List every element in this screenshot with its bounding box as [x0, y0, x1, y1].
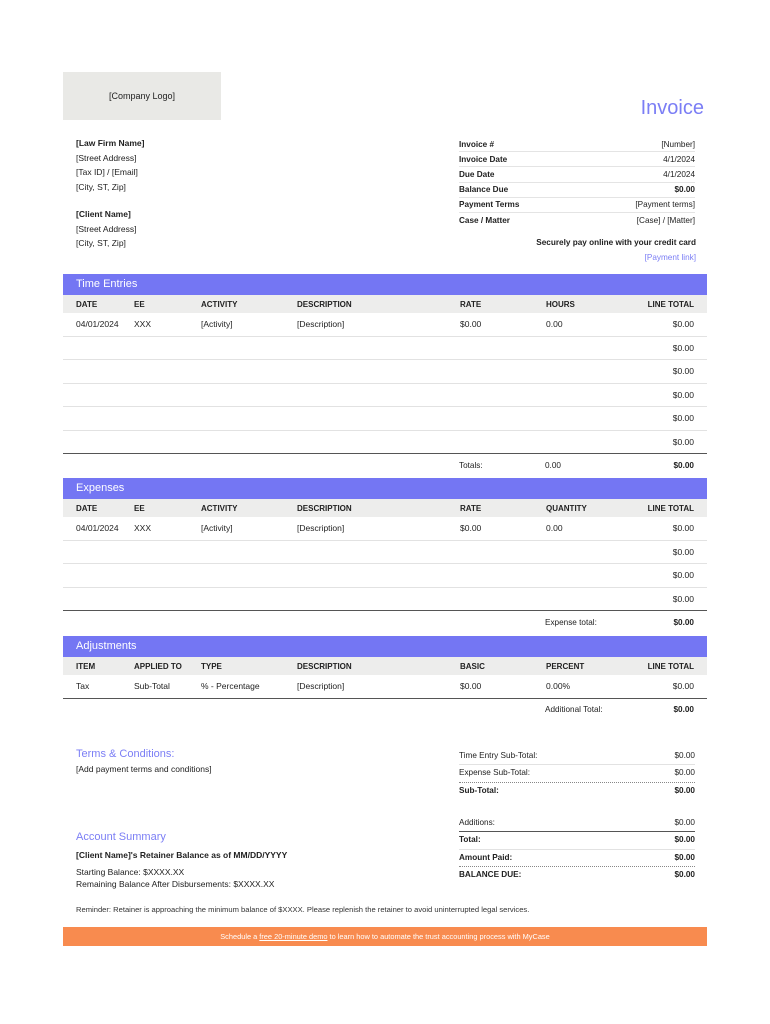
- table-row: [63, 313, 707, 337]
- meta-value: [Payment terms]: [635, 200, 695, 210]
- terms-text: [Add payment terms and conditions]: [76, 764, 212, 774]
- additional-total-amount: $0.00: [673, 705, 694, 714]
- subtotal-summary: [459, 748, 695, 799]
- col-activity: ACTIVITY: [201, 503, 238, 513]
- payment-text: Securely pay online with your credit card: [536, 238, 696, 247]
- summary-label: Sub-Total:: [459, 785, 499, 795]
- cell-6: 0.00%: [546, 681, 571, 692]
- cell-3: [Activity]: [201, 523, 233, 534]
- time-entry-subtotal-row: [459, 748, 695, 765]
- balance-summary: [459, 815, 695, 884]
- table-row: [63, 675, 707, 699]
- col-description: DESCRIPTION: [297, 661, 352, 671]
- cell-2: Sub-Total: [134, 681, 170, 692]
- subtotal-row: [459, 783, 695, 799]
- meta-row-payment-terms: [459, 198, 695, 213]
- table-row: [63, 407, 707, 431]
- terms-title: Terms & Conditions:: [76, 748, 175, 760]
- cell-2: XXX: [134, 319, 152, 330]
- firm-tax-email: [Tax ID] / [Email]: [76, 167, 138, 177]
- cell-5: $0.00: [460, 523, 482, 534]
- col-percent: PERCENT: [546, 661, 585, 671]
- summary-label: BALANCE DUE:: [459, 870, 522, 880]
- cell-7: $0.00: [672, 319, 694, 330]
- firm-city: [City, ST, Zip]: [76, 181, 126, 192]
- footer-banner: [63, 927, 707, 946]
- cell-7: $0.00: [672, 436, 694, 447]
- summary-value: $0.00: [674, 768, 695, 778]
- meta-label: Invoice #: [459, 139, 495, 149]
- summary-label: Additions:: [459, 818, 495, 827]
- summary-value: $0.00: [674, 852, 695, 862]
- totals-hours: 0.00: [545, 460, 561, 470]
- expenses-title: Expenses: [63, 478, 707, 499]
- cell-7: $0.00: [672, 681, 694, 692]
- col-description: DESCRIPTION: [297, 503, 352, 513]
- footer-text-pre: Schedule a: [220, 932, 260, 941]
- client-street: [Street Address]: [76, 223, 137, 234]
- totals-amount: $0.00: [673, 460, 694, 470]
- col-basic: BASIC: [460, 661, 485, 671]
- cell-4: [Description]: [297, 523, 345, 534]
- demo-link[interactable]: free 20-minute demo: [259, 932, 328, 941]
- meta-value: [Number]: [661, 139, 695, 149]
- time-entries-section: [63, 274, 707, 476]
- firm-name: [Law Firm Name]: [76, 138, 145, 148]
- meta-row-balance-due: [459, 183, 695, 198]
- meta-label: Balance Due: [459, 185, 509, 195]
- col-line-total: LINE TOTAL: [647, 661, 694, 671]
- starting-balance: Starting Balance: $XXXX.XX: [76, 867, 185, 877]
- client-address: [76, 207, 136, 251]
- expenses-header: [63, 499, 707, 517]
- logo-text: [Company Logo]: [108, 91, 176, 101]
- totals-label: Totals:: [459, 460, 483, 470]
- table-row: [63, 337, 707, 361]
- col-date: DATE: [76, 503, 98, 513]
- adjustments-section: [63, 636, 707, 721]
- table-row: [63, 517, 707, 541]
- balance-due-row: [459, 867, 695, 883]
- cell-7: $0.00: [672, 342, 694, 353]
- meta-row-case-matter: [459, 213, 695, 227]
- cell-7: $0.00: [672, 523, 694, 534]
- firm-street: [Street Address]: [76, 152, 137, 163]
- col-type: TYPE: [201, 661, 222, 671]
- retainer-balance-line: [Client Name]'s Retainer Balance as of MM/DD/YYYY: [76, 850, 288, 860]
- cell-7: $0.00: [672, 593, 694, 604]
- time-entries-header: [63, 295, 707, 313]
- cell-6: 0.00: [546, 523, 563, 534]
- cell-7: $0.00: [672, 546, 694, 557]
- invoice-meta: [459, 137, 695, 227]
- table-row: [63, 360, 707, 384]
- meta-label: Payment Terms: [459, 200, 520, 210]
- meta-row-due-date: [459, 167, 695, 182]
- col-line-total: LINE TOTAL: [647, 299, 694, 309]
- additions-row: [459, 815, 695, 832]
- col-applied-to: APPLIED TO: [134, 661, 182, 671]
- expense-total-label: Expense total:: [545, 617, 597, 627]
- remaining-balance: Remaining Balance After Disbursements: $XXXX.XX: [76, 879, 275, 889]
- col-ee: EE: [134, 299, 145, 309]
- table-row: [63, 384, 707, 408]
- time-entries-title: Time Entries: [63, 274, 707, 295]
- summary-value: $0.00: [674, 751, 695, 760]
- cell-5: $0.00: [460, 319, 482, 330]
- client-name: [Client Name]: [76, 209, 131, 219]
- expense-subtotal-row: [459, 765, 695, 782]
- col-ee: EE: [134, 503, 145, 513]
- time-entries-totals: [63, 454, 707, 476]
- cell-5: $0.00: [460, 681, 482, 692]
- col-activity: ACTIVITY: [201, 299, 238, 309]
- total-row: [459, 832, 695, 849]
- col-rate: RATE: [460, 503, 482, 513]
- retainer-reminder: Reminder: Retainer is approaching the minimum balance of $XXXX. Please replenish the retainer to avoid uninterrupted legal services.: [76, 905, 530, 914]
- adjustments-header: [63, 657, 707, 675]
- account-summary-title: Account Summary: [76, 831, 166, 843]
- cell-7: $0.00: [672, 389, 694, 400]
- cell-2: XXX: [134, 523, 152, 534]
- cell-3: [Activity]: [201, 319, 233, 330]
- table-row: [63, 588, 707, 612]
- cell-7: $0.00: [672, 366, 694, 377]
- invoice-title: Invoice: [640, 97, 704, 119]
- meta-value: [Case] / [Matter]: [636, 215, 695, 225]
- summary-label: Amount Paid:: [459, 852, 513, 862]
- col-quantity: QUANTITY: [546, 503, 587, 513]
- meta-value: 4/1/2024: [663, 154, 695, 164]
- col-description: DESCRIPTION: [297, 299, 352, 309]
- company-logo-placeholder: [63, 72, 221, 120]
- table-row: [63, 564, 707, 588]
- col-rate: RATE: [460, 299, 482, 309]
- footer-text-post: to learn how to automate the trust accounting process with MyCase: [327, 932, 550, 941]
- meta-label: Case / Matter: [459, 215, 510, 225]
- meta-label: Due Date: [459, 169, 495, 179]
- meta-label: Invoice Date: [459, 154, 508, 164]
- summary-label: Total:: [459, 835, 481, 845]
- payment-block: [536, 235, 696, 265]
- summary-value: $0.00: [674, 835, 695, 845]
- additional-total-label: Additional Total:: [545, 705, 603, 714]
- summary-value: $0.00: [674, 785, 695, 795]
- meta-value: 4/1/2024: [663, 169, 695, 179]
- col-item: ITEM: [76, 661, 96, 671]
- cell-7: $0.00: [672, 570, 694, 581]
- client-city: [City, ST, Zip]: [76, 238, 126, 248]
- payment-link[interactable]: [Payment link]: [644, 253, 696, 262]
- cell-6: 0.00: [546, 319, 563, 330]
- adjustments-title: Adjustments: [63, 636, 707, 657]
- cell-4: [Description]: [297, 319, 345, 330]
- cell-4: [Description]: [297, 681, 345, 692]
- summary-label: Time Entry Sub-Total:: [459, 751, 538, 760]
- col-line-total: LINE TOTAL: [647, 503, 694, 513]
- table-row: [63, 541, 707, 565]
- col-date: DATE: [76, 299, 98, 309]
- cell-1: 04/01/2024: [76, 319, 119, 330]
- cell-1: 04/01/2024: [76, 523, 119, 534]
- meta-value: $0.00: [674, 185, 695, 195]
- summary-label: Expense Sub-Total:: [459, 768, 530, 778]
- table-row: [63, 431, 707, 455]
- meta-row-invoice-number: [459, 137, 695, 152]
- amount-paid-row: [459, 850, 695, 867]
- summary-value: $0.00: [674, 818, 695, 827]
- cell-7: $0.00: [672, 413, 694, 424]
- cell-1: Tax: [76, 681, 90, 692]
- expenses-section: [63, 478, 707, 633]
- meta-row-invoice-date: [459, 152, 695, 167]
- adjustments-totals: [63, 699, 707, 721]
- expenses-totals: [63, 611, 707, 633]
- expense-total-amount: $0.00: [673, 617, 694, 627]
- cell-3: % - Percentage: [201, 681, 260, 692]
- col-hours: HOURS: [546, 299, 575, 309]
- firm-address: [76, 136, 145, 194]
- summary-value: $0.00: [674, 870, 695, 880]
